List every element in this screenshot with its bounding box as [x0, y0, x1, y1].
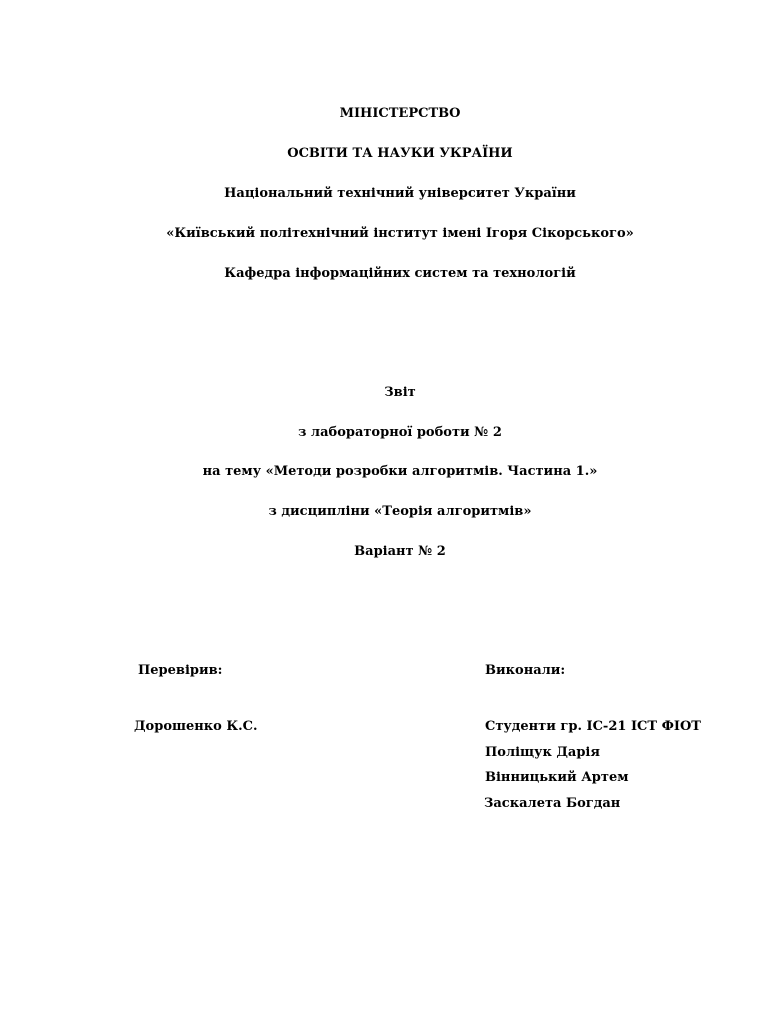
students-group: Студенти гр. ІС-21 ІСТ ФІОТ — [485, 719, 701, 734]
ministry-line-1: МІНІСТЕРСТВО — [339, 106, 461, 121]
done-by-label: Виконали: — [485, 663, 566, 678]
report-topic: на тему «Методи розробки алгоритмів. Частина 1.» — [202, 464, 598, 479]
checked-by-label: Перевірив: — [138, 663, 223, 678]
report-title: Звіт — [384, 385, 416, 400]
report-variant: Варіант № 2 — [354, 544, 446, 559]
institute-name: «Київський політехнічний інститут імені Ігоря Сікорського» — [166, 226, 634, 241]
university-name: Національний технічний університет України — [224, 186, 576, 201]
report-lab: з лабораторної роботи № 2 — [298, 425, 502, 440]
student-name: Заскалета Богдан — [484, 796, 621, 811]
report-discipline: з дисципліни «Теорія алгоритмів» — [268, 504, 532, 519]
student-name: Вінницький Артем — [485, 770, 629, 785]
ministry-line-2: ОСВІТИ ТА НАУКИ УКРАЇНИ — [287, 146, 513, 161]
checked-by-name: Дорошенко К.С. — [134, 719, 258, 734]
student-name: Поліщук Дарія — [485, 745, 600, 760]
department-name: Кафедра інформаційних систем та технологій — [224, 266, 576, 281]
